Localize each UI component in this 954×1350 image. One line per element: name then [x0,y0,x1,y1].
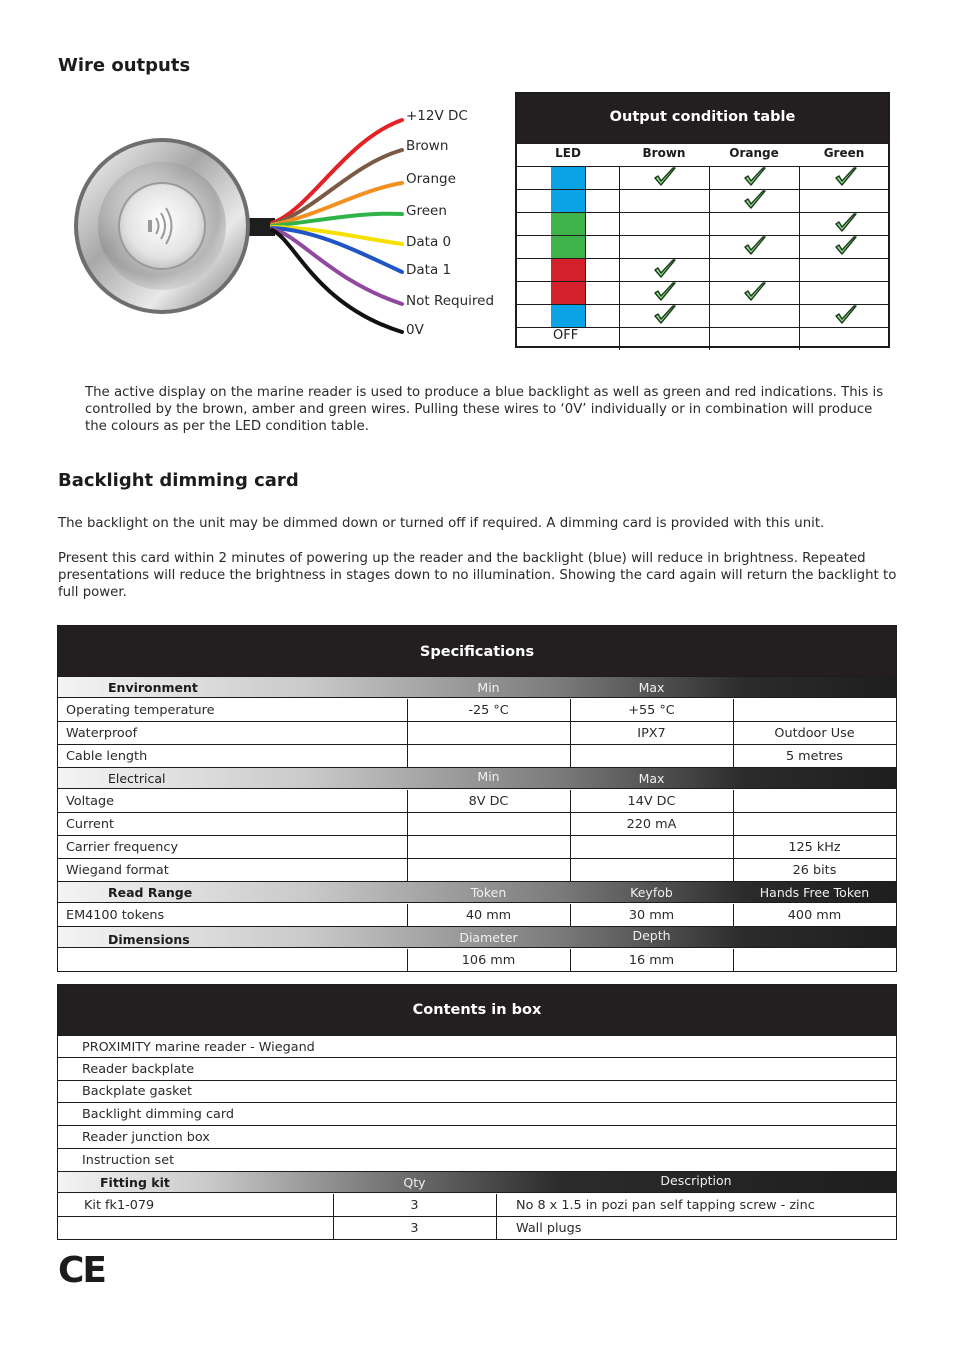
check-icon [742,189,768,211]
table-cell: +55 °C [628,703,675,718]
contents-item-label: Instruction set [82,1152,175,1168]
led-swatch [551,167,585,189]
wire-label-0v: 0V [406,322,424,338]
check-icon [833,304,859,326]
led-swatch [551,305,585,327]
col-brown: Brown [642,146,686,160]
band-electrical-min: Min [477,769,500,784]
col-led: LED [555,146,581,160]
wire-red [272,120,402,223]
reader-with-wires-illustration [60,100,410,350]
check-icon [742,235,768,257]
check-icon [833,235,859,257]
band-environment [58,676,896,698]
reader-centre [120,184,204,268]
table-cell: 8V DC [468,794,509,809]
wire-label-data0: Data 0 [406,234,452,250]
band-read-range-keyfob: Keyfob [630,885,673,900]
band-environment-min: Min [477,680,500,695]
band-read-range-token: Token [470,885,507,900]
contents-item-label: Backplate gasket [82,1084,193,1100]
table-cell: Outdoor Use [774,726,855,741]
check-icon [652,304,678,326]
check-icon [652,166,678,188]
wire-black [272,230,402,332]
list-item [58,1035,896,1058]
band-fitting-kit [58,1171,896,1193]
led-swatch [551,236,585,258]
table-row [58,745,896,768]
table-row [58,813,896,836]
band-environment-label: Environment [108,680,198,695]
band-dimensions [58,926,896,948]
check-icon [742,281,768,303]
band-environment-max: Max [638,680,665,695]
band-read-range-label: Read Range [108,885,193,900]
ce-mark: CE [58,1250,106,1291]
band-electrical-max: Max [638,771,665,786]
contents-table [57,984,897,1240]
check-icon [833,166,859,188]
table-row [58,1194,896,1217]
contents-item-label: Backlight dimming card [82,1107,235,1123]
dimming-heading: Backlight dimming card [58,470,299,491]
led-off-label: OFF [553,328,579,343]
table-cell: IPX7 [637,726,666,741]
band-fitting-description: Description [660,1173,732,1188]
band-read-range [58,881,896,903]
table-cell: No 8 x 1.5 in pozi pan self tapping screw - zinc [516,1198,815,1213]
table-cell: 5 metres [785,749,844,764]
check-icon [652,281,678,303]
dimming-paragraph-2: Present this card within 2 minutes of powering up the reader and the backlight (blue) will reduce in brightness. Repeated presentations will reduce the brightness in stages down to no illumination. Showing the card again will return the backlight to full power. [58,551,897,600]
band-read-range-hands-free: Hands Free Token [759,885,870,900]
led-swatch [551,259,585,281]
band-fitting-kit-label: Fitting kit [100,1175,170,1190]
table-cell: Voltage [66,794,115,809]
table-cell: Current [66,817,115,832]
led-swatch [551,190,585,212]
col-green: Green [823,146,865,160]
wire-bundle [272,120,402,332]
table-row [58,904,896,927]
table-row [58,1217,896,1240]
wire-outputs-heading: Wire outputs [58,55,191,76]
table-cell: EM4100 tokens [66,908,165,923]
table-cell: 40 mm [465,908,512,923]
band-electrical-label: Electrical [108,771,166,786]
contents-item-label: Reader backplate [82,1061,195,1077]
table-cell: Wall plugs [516,1221,582,1236]
contents-title: Contents in box [58,985,896,1035]
table-row [58,836,896,859]
wire-label-data1: Data 1 [406,262,452,278]
table-cell: 3 [410,1198,419,1213]
list-item [58,1103,896,1126]
dimming-paragraph-1: The backlight on the unit may be dimmed down or turned off if required. A dimming card is provided with this unit. [58,516,825,531]
table-row [58,790,896,813]
table-cell: 26 bits [792,863,837,878]
table-cell: Cable length [66,749,148,764]
col-orange: Orange [729,146,779,160]
led-swatch [551,282,585,304]
table-cell: 400 mm [787,908,842,923]
contents-item-label: Reader junction box [82,1129,210,1145]
wire-label-orange: Orange [406,171,456,187]
table-cell: 106 mm [461,953,516,968]
table-row [58,722,896,745]
table-cell: 16 mm [628,953,675,968]
table-cell: 14V DC [627,794,676,809]
table-cell: Kit fk1-079 [84,1198,155,1213]
led-swatch [551,213,585,235]
wire-label-green: Green [406,203,447,219]
band-dimensions-depth: Depth [632,928,671,943]
table-cell: 220 mA [626,817,677,832]
table-cell: 125 kHz [788,840,841,855]
band-fitting-qty: Qty [403,1175,426,1190]
table-row [58,699,896,722]
output-table-title: Output condition table [517,94,888,143]
table-row [58,949,896,972]
table-cell: Waterproof [66,726,138,741]
list-item [58,1080,896,1103]
check-icon [742,166,768,188]
table-cell: Operating temperature [66,703,215,718]
band-dimensions-label: Dimensions [108,932,190,947]
band-electrical [58,767,896,789]
table-cell: Carrier frequency [66,840,179,855]
table-cell: Wiegand format [66,863,169,878]
specifications-title: Specifications [58,626,896,676]
table-cell: -25 °C [468,703,509,718]
check-icon [652,258,678,280]
wire-label-12v: +12V DC [406,108,468,124]
check-icon [833,212,859,234]
specifications-table [57,625,897,972]
band-dimensions-diameter: Diameter [459,930,518,945]
list-item [58,1058,896,1081]
table-cell: 3 [410,1221,419,1236]
wire-description: The active display on the marine reader is used to produce a blue backlight as well as green and red indications. This is controlled by the brown, amber and green wires. Pulling these wires to ‘0V’ individually or in combination will produce the colours as per the LED condition table. [85,385,884,434]
list-item [58,1126,896,1149]
table-row [58,859,896,882]
wire-label-not-required: Not Required [406,293,495,309]
output-condition-table [515,92,890,348]
contents-item-label: PROXIMITY marine reader - Wiegand [82,1040,315,1055]
table-cell: 30 mm [628,908,675,923]
list-item [58,1149,896,1172]
wire-label-brown: Brown [406,138,449,154]
